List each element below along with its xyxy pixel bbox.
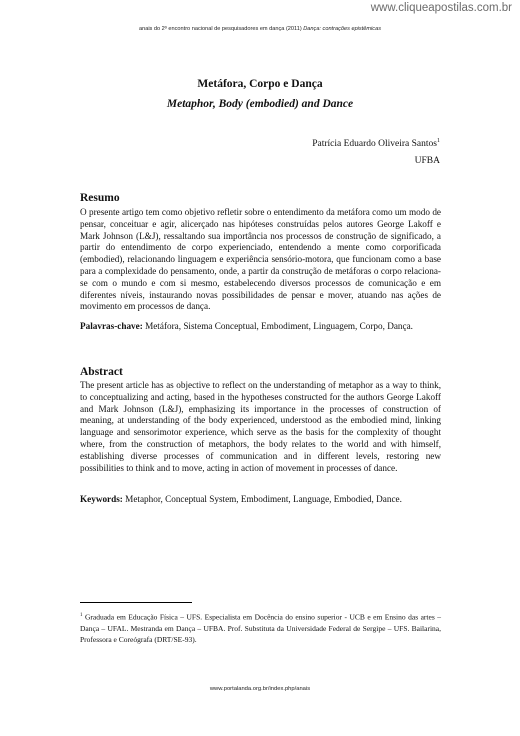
paper-title: Metáfora, Corpo e Dança bbox=[197, 78, 323, 90]
resumo-keywords-label: Palavras-chave: bbox=[80, 321, 143, 331]
resumo-keywords-list: Metáfora, Sistema Conceptual, Embodiment, Linguagem, Corpo, Dança. bbox=[145, 321, 413, 331]
footnote-divider bbox=[80, 602, 192, 603]
watermark-url: www.cliqueapostilas.com.br bbox=[370, 2, 512, 14]
abstract-text: The present article has as objective to reflect on the understanding of metaphor as a way to think, to conceptualizing and acting, based in the hypotheses constructed for the authors George Lakoff and Mark Johnson (L&J), emphasizing its importance in the processes of construction of meaning, at understanding of the body experienced, understood as the embodied mind, linking language and sensorimotor experience, which serve as the basis for the complexity of thought where, from the construction of metaphors, the body relates to the world and with himself, establishing diverse processes of communication and in different levels, restoring new possibilities to think and to move, acting in action of movement in processes of dance. bbox=[80, 380, 441, 473]
resumo-keywords bbox=[80, 321, 441, 333]
abstract-keywords-list: Metaphor, Conceptual System, Embodiment, Language, Embodied, Dance. bbox=[125, 494, 402, 504]
footnote-text: Graduada em Educação Física – UFS. Especialista em Docência do ensino superior - UCB e em Ensino das artes – Dança – UFAL. Mestranda em Dança – UFBA. Prof. Substituta da Universidade Federal de Sergipe – UFS. Bailarina, Professora e Coreógrafa (DRT/SE-93). bbox=[80, 612, 441, 644]
author-line bbox=[312, 138, 440, 149]
footnote-mark: 1 bbox=[80, 613, 83, 618]
author-footnote-mark: 1 bbox=[437, 138, 440, 144]
running-header-text: anais do 2º encontro nacional de pesquisadores em dança (2011) bbox=[138, 26, 302, 32]
abstract-keywords bbox=[80, 494, 441, 506]
author-name: Patrícia Eduardo Oliveira Santos bbox=[312, 139, 437, 150]
running-header-italic: Dança: contrações epistêmicas bbox=[303, 26, 381, 32]
site-footer-url: www.portalanda.org.br/index.php/anais bbox=[209, 686, 311, 692]
running-header bbox=[0, 26, 520, 32]
paper-subtitle: Metaphor, Body (embodied) and Dance bbox=[166, 98, 354, 110]
abstract-keywords-label: Keywords: bbox=[80, 494, 123, 504]
resumo-heading: Resumo bbox=[80, 192, 120, 204]
footnote bbox=[80, 610, 441, 645]
resumo-text: O presente artigo tem como objetivo refletir sobre o entendimento da metáfora como um modo de pensar, conceituar e agir, alicerçado nas hipóteses construídas pelos autores George Lakoff e Mark Johnson (L&J), ressaltando sua importância nos processos de construção de significado, a partir do entendimento de corpo experienciado, entendendo a mente como corporificada (embodied), relacionando linguagem e experiência sensório-motora, que funcionam como a base para a complexidade do pensamento, onde, a partir da construção de metáforas o corpo relaciona-se com o mundo e com si mesmo, estabelecendo diversos processos de comunicação e em diferentes níveis, instaurando novas possibilidades de pensar e mover, atuando nas ações de movimento em processos de dança. bbox=[80, 207, 441, 312]
abstract-heading: Abstract bbox=[80, 366, 123, 378]
author-affiliation: UFBA bbox=[414, 156, 440, 166]
